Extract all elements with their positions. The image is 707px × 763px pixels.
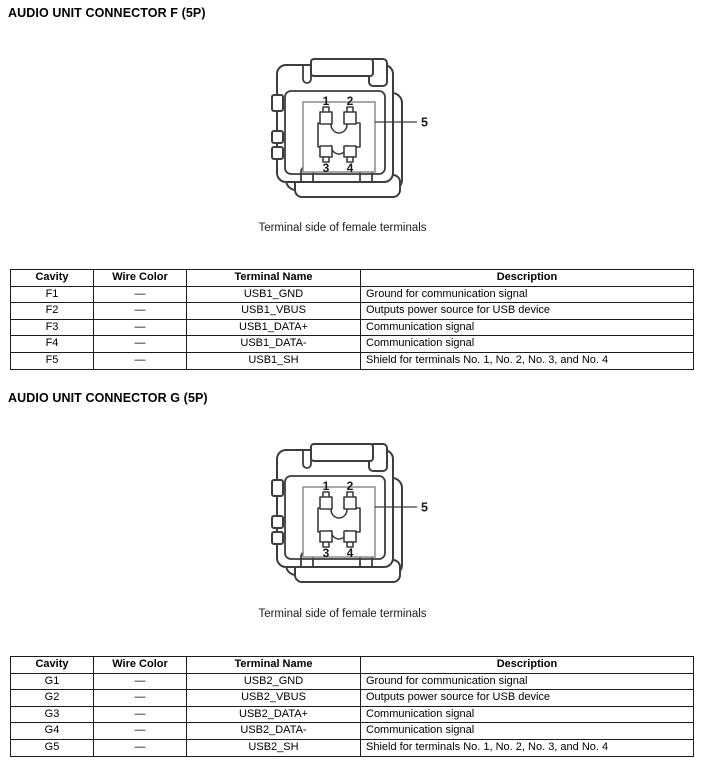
table-header-row <box>11 270 694 287</box>
terminal-name-cell: USB1_VBUS <box>187 303 361 320</box>
wire-color-cell: — <box>94 352 187 369</box>
connector-f-table-body <box>11 286 694 369</box>
description-cell: Communication signal <box>361 706 694 723</box>
housing-left-notch <box>272 131 283 143</box>
connector-g-table-body <box>11 673 694 756</box>
wire-color-cell: — <box>94 706 187 723</box>
cavity-cell: G1 <box>11 673 94 690</box>
cavity-cell: F5 <box>11 352 94 369</box>
terminal-name-cell: USB1_DATA- <box>187 336 361 353</box>
connector-pinout-drawing <box>265 55 445 205</box>
terminal-name-cell: USB2_VBUS <box>187 690 361 707</box>
terminal-name-cell: USB1_DATA+ <box>187 319 361 336</box>
col-header-terminal-name: Terminal Name <box>187 270 361 287</box>
wire-color-cell: — <box>94 303 187 320</box>
description-cell: Communication signal <box>361 336 694 353</box>
connector-g-diagram <box>265 440 445 590</box>
description-cell: Outputs power source for USB device <box>361 303 694 320</box>
pin-number-3: 3 <box>322 161 330 175</box>
figure-caption: Terminal side of female terminals <box>258 222 427 234</box>
pin-number-1: 1 <box>322 479 330 493</box>
housing-left-notch <box>272 532 283 544</box>
shield-number-5: 5 <box>421 115 428 130</box>
wire-color-cell: — <box>94 673 187 690</box>
pin-2 <box>344 112 356 124</box>
cavity-cell: G2 <box>11 690 94 707</box>
pin-number-4: 4 <box>346 161 354 175</box>
housing-left-notch <box>272 480 283 496</box>
pin-number-2: 2 <box>346 94 354 108</box>
wire-color-cell: — <box>94 739 187 756</box>
connector-f-table <box>10 269 694 370</box>
terminal-name-cell: USB2_GND <box>187 673 361 690</box>
section-heading-connector-g: AUDIO UNIT CONNECTOR G (5P) <box>8 391 208 405</box>
terminal-name-cell: USB2_DATA- <box>187 723 361 740</box>
table-row <box>11 303 694 320</box>
pin-4 <box>344 531 356 542</box>
housing-left-notch <box>272 147 283 159</box>
cavity-cell: G4 <box>11 723 94 740</box>
terminal-name-cell: USB2_DATA+ <box>187 706 361 723</box>
section-heading-connector-f: AUDIO UNIT CONNECTOR F (5P) <box>8 6 206 20</box>
col-header-terminal-name: Terminal Name <box>187 657 361 674</box>
pin-number-4: 4 <box>346 546 354 560</box>
table-row <box>11 319 694 336</box>
pin-3 <box>320 531 332 542</box>
col-header-wire-color: Wire Color <box>94 657 187 674</box>
table-row <box>11 706 694 723</box>
col-header-cavity: Cavity <box>11 270 94 287</box>
description-cell: Shield for terminals No. 1, No. 2, No. 3, and No. 4 <box>361 352 694 369</box>
cavity-cell: G3 <box>11 706 94 723</box>
pin-number-1: 1 <box>322 94 330 108</box>
description-cell: Outputs power source for USB device <box>361 690 694 707</box>
shield-number-5: 5 <box>421 500 428 515</box>
connector-f-diagram <box>265 55 445 205</box>
description-cell: Ground for communication signal <box>361 286 694 303</box>
housing-left-notch <box>272 95 283 111</box>
description-cell: Communication signal <box>361 319 694 336</box>
table-row <box>11 690 694 707</box>
wire-color-cell: — <box>94 286 187 303</box>
pin-2 <box>344 497 356 509</box>
description-cell: Shield for terminals No. 1, No. 2, No. 3, and No. 4 <box>361 739 694 756</box>
terminal-name-cell: USB2_SH <box>187 739 361 756</box>
pin-number-3: 3 <box>322 546 330 560</box>
col-header-cavity: Cavity <box>11 657 94 674</box>
cavity-cell: F4 <box>11 336 94 353</box>
connector-g-table <box>10 656 694 757</box>
col-header-description: Description <box>361 657 694 674</box>
pin-4 <box>344 146 356 157</box>
housing-left-notch <box>272 516 283 528</box>
col-header-description: Description <box>361 270 694 287</box>
description-cell: Communication signal <box>361 723 694 740</box>
table-row <box>11 352 694 369</box>
figure-caption: Terminal side of female terminals <box>258 608 427 620</box>
cavity-cell: F1 <box>11 286 94 303</box>
pin-number-2: 2 <box>346 479 354 493</box>
terminal-name-cell: USB1_SH <box>187 352 361 369</box>
table-row <box>11 336 694 353</box>
cavity-cell: F3 <box>11 319 94 336</box>
pin-3 <box>320 146 332 157</box>
wire-color-cell: — <box>94 336 187 353</box>
table-row <box>11 286 694 303</box>
housing-lock-tab <box>311 444 373 461</box>
connector-pinout-drawing <box>265 440 445 590</box>
table-row <box>11 723 694 740</box>
housing-lock-tab <box>311 59 373 76</box>
table-row <box>11 739 694 756</box>
wire-color-cell: — <box>94 690 187 707</box>
pin-1 <box>320 112 332 124</box>
cavity-cell: G5 <box>11 739 94 756</box>
wire-color-cell: — <box>94 723 187 740</box>
terminal-name-cell: USB1_GND <box>187 286 361 303</box>
table-header-row <box>11 657 694 674</box>
cavity-cell: F2 <box>11 303 94 320</box>
table-row <box>11 673 694 690</box>
pin-1 <box>320 497 332 509</box>
description-cell: Ground for communication signal <box>361 673 694 690</box>
col-header-wire-color: Wire Color <box>94 270 187 287</box>
wire-color-cell: — <box>94 319 187 336</box>
